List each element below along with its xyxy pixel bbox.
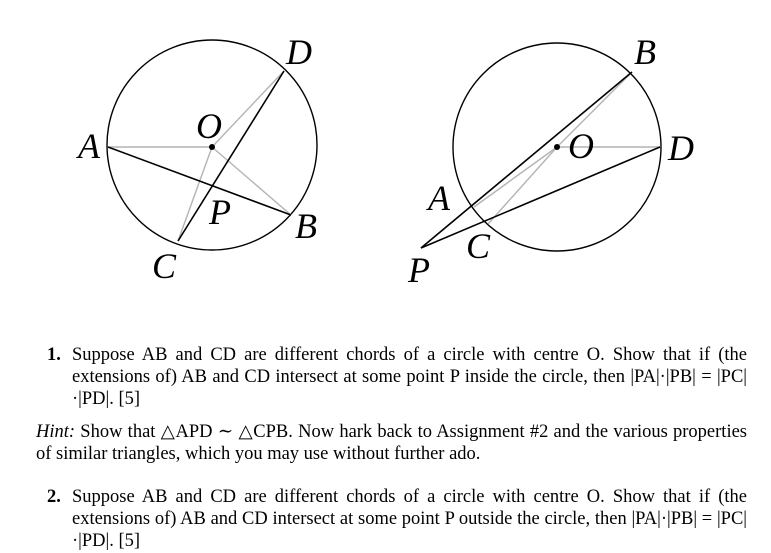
radius-OA-2 (474, 147, 557, 207)
problem-2-text: Suppose AB and CD are different chords of a circle with centre O. Show that if (the extensions of) AB and CD intersect at some point P outside the circle, then |PA|·|PB| = |PC|·|PD|. [5] (72, 487, 747, 551)
radius-OC-2 (488, 147, 557, 224)
label-B-1: B (295, 206, 317, 246)
figure-outside-intersection (407, 32, 694, 290)
secant-PD (421, 147, 660, 248)
centre-dot-2 (554, 144, 560, 150)
label-D-2: D (668, 128, 694, 168)
chord-CD (178, 71, 284, 241)
problem-1-number: 1. (47, 345, 61, 365)
hint-label: Hint: (36, 422, 76, 442)
label-A-1: A (78, 126, 100, 166)
label-B-2: B (634, 32, 656, 72)
problem-1 (47, 344, 747, 410)
label-A-2: A (428, 178, 450, 218)
label-C-1: C (152, 246, 177, 286)
problem-2-number: 2. (47, 487, 61, 507)
label-C-2: C (466, 226, 491, 266)
figure-inside-intersection (76, 32, 317, 286)
label-O-1: O (196, 106, 222, 146)
radius-OD (212, 71, 284, 147)
hint (36, 421, 747, 465)
problem-2 (47, 486, 747, 552)
label-P-1: P (209, 192, 231, 232)
problem-1-text: Suppose AB and CD are different chords of a circle with centre O. Show that if (the extensions of) AB and CD intersect at some point P inside the circle, then |PA|·|PB| = |PC|·|PD|. [5] (72, 345, 747, 409)
label-P-2: P (408, 250, 430, 290)
hint-text: Show that △APD ∼ △CPB. Now hark back to Assignment #2 and the various properties of similar triangles, which you may use without further ado. (36, 422, 747, 464)
label-O-2: O (568, 126, 594, 166)
label-D-1: D (286, 32, 312, 72)
secant-PB (421, 72, 632, 248)
chord-AB (108, 147, 291, 215)
